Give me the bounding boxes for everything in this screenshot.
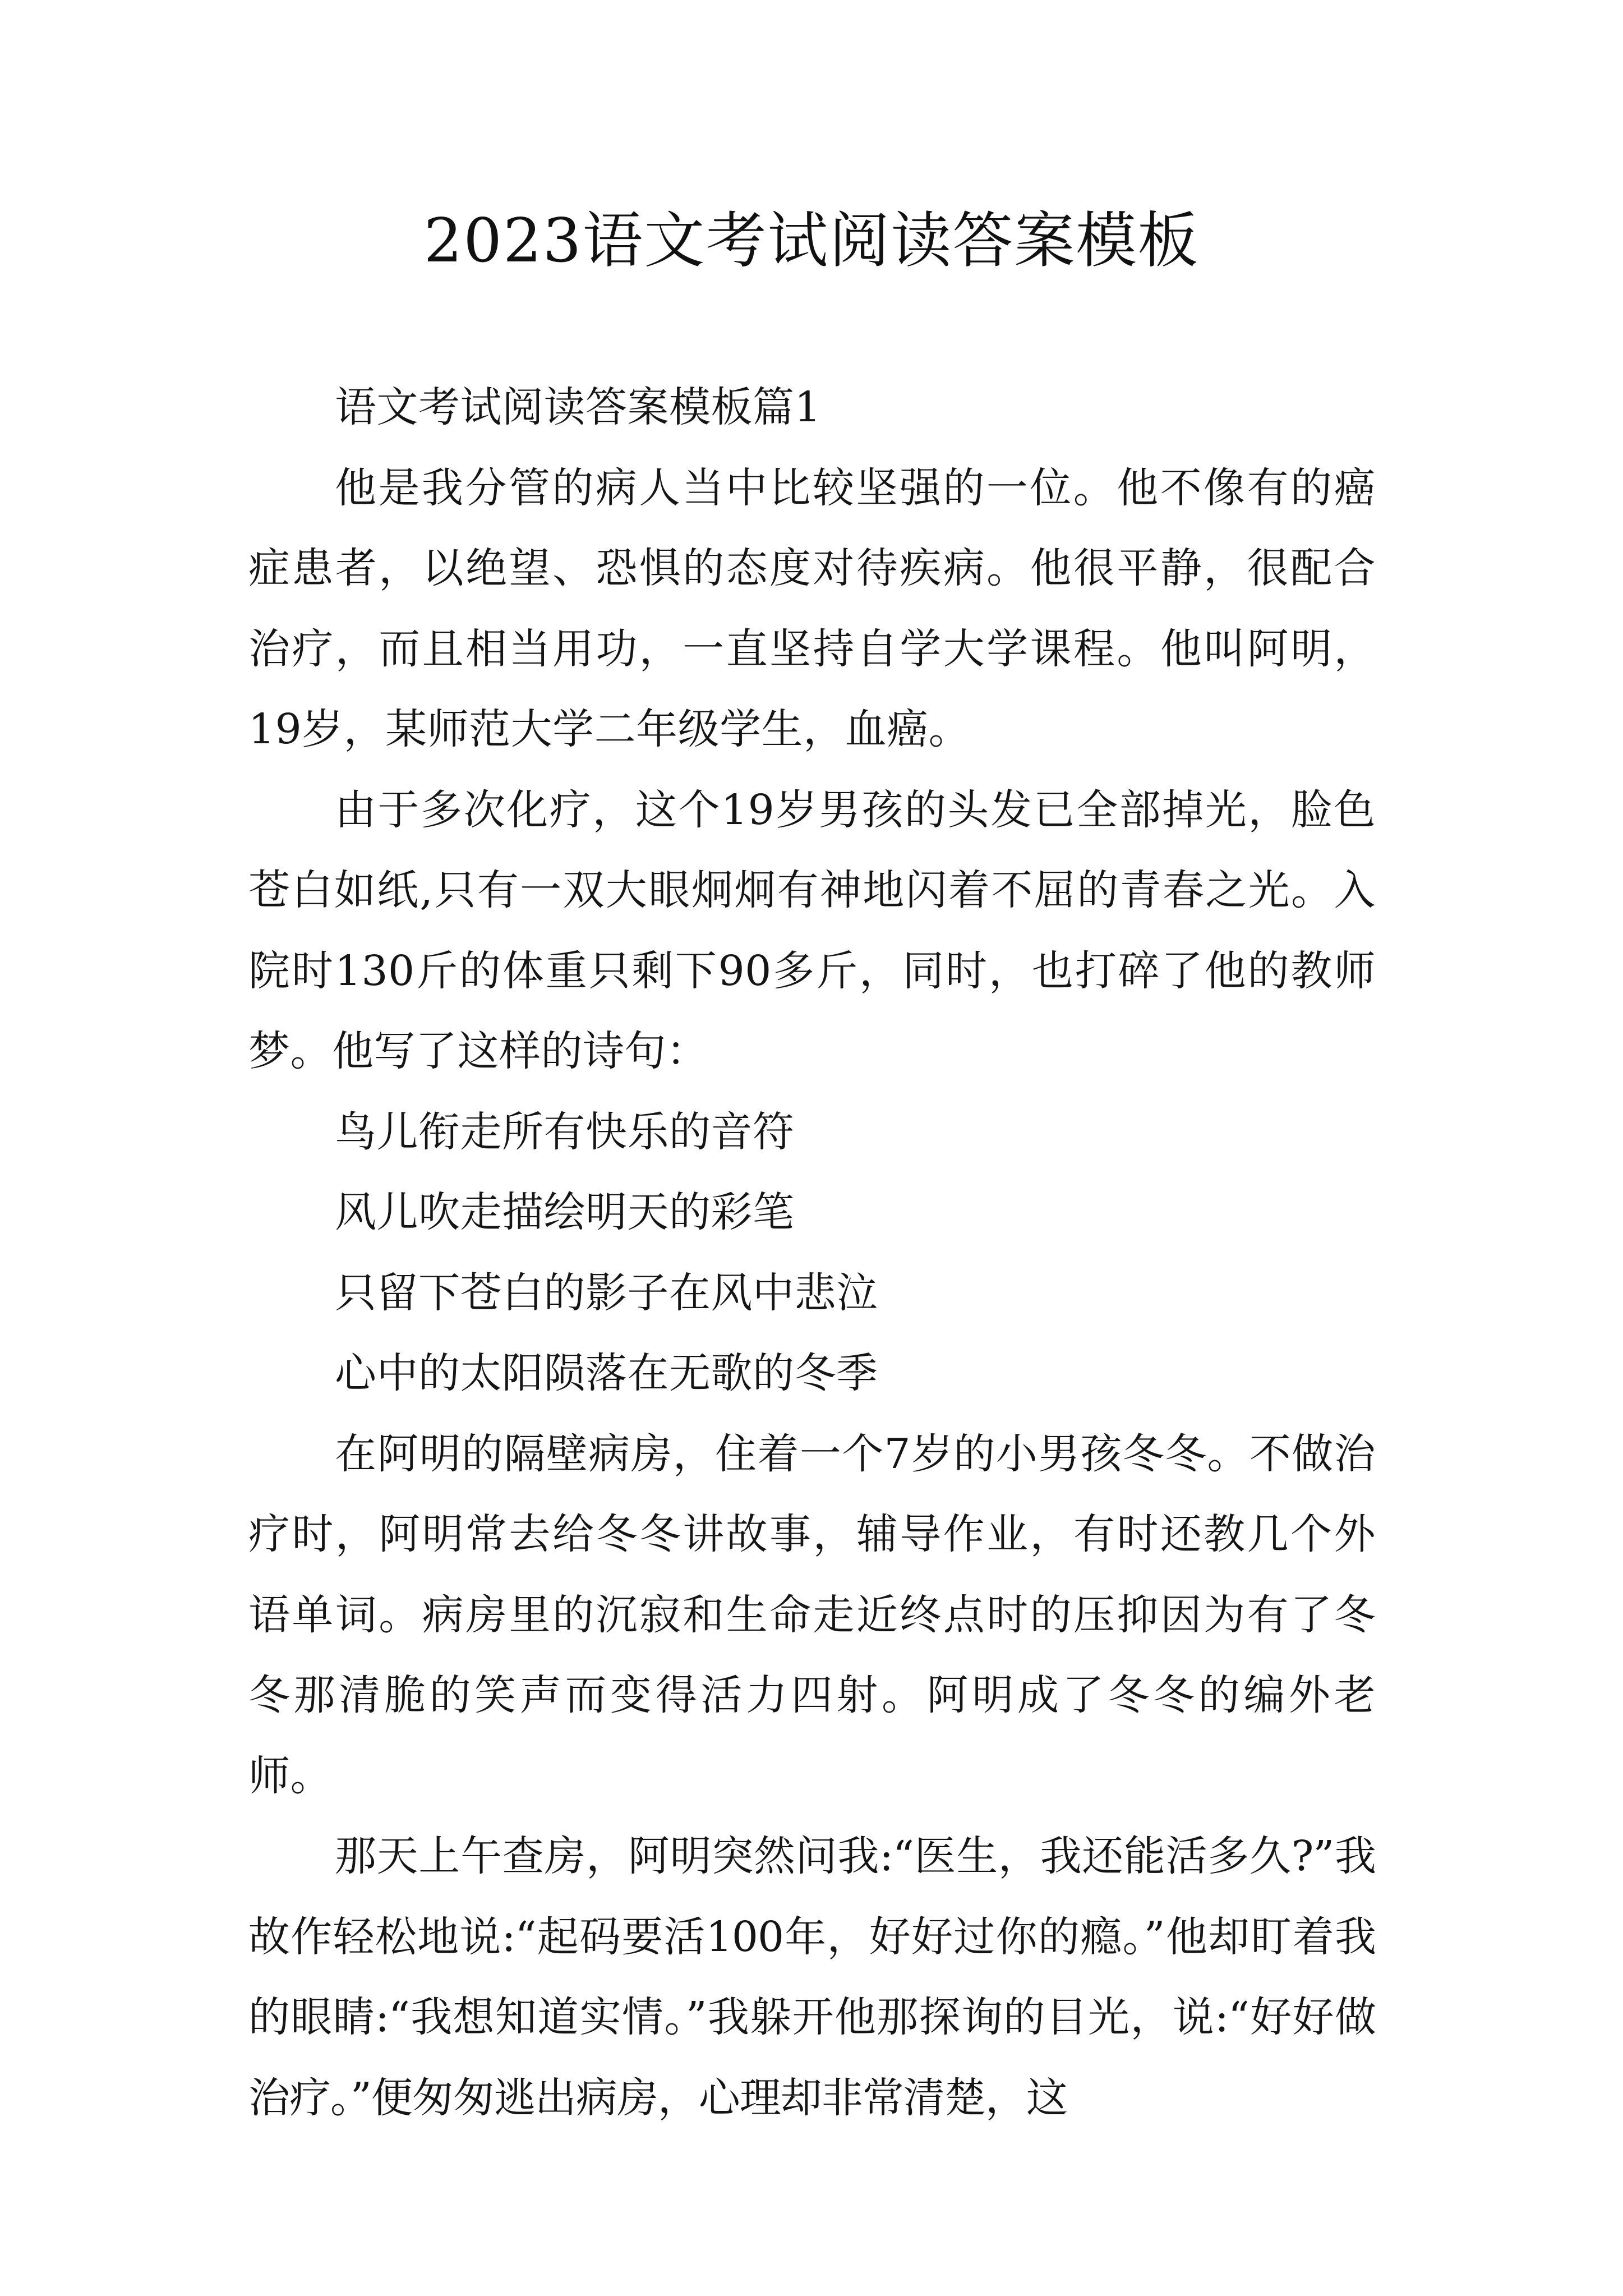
paragraph: 在阿明的隔壁病房，住着一个7岁的小男孩冬冬。不做治疗时，阿明常去给冬冬讲故事，辅导作业，有时还教几个外语单词。病房里的沉寂和生命走近终点时的压抑因为有了冬冬那清脆的笑声而变得活力四射。阿明成了冬冬的编外老师。 — [248, 1429, 1376, 1800]
poem-line: 风儿吹走描绘明天的彩笔 — [335, 1188, 795, 1236]
paragraph: 那天上午查房，阿明突然问我:“医生，我还能活多久?”我故作轻松地说:“起码要活100年，好好过你的瘾。”他却盯着我的眼睛:“我想知道实情。”我躲开他那探询的目光，说:“好好做治疗。”便匆匆逃出病房，心理却非常清楚，这 — [248, 1832, 1376, 2122]
poem-line: 鸟儿衔走所有快乐的音符 — [335, 1107, 795, 1156]
poem-line: 只留下苍白的影子在风中悲泣 — [335, 1268, 878, 1317]
paragraph: 他是我分管的病人当中比较坚强的一位。他不像有的癌症患者，以绝望、恐惧的态度对待疾病。他很平静，很配合治疗，而且相当用功，一直坚持自学大学课程。他叫阿明，19岁，某师范大学二年级学生，血癌。 — [248, 463, 1376, 753]
paragraph: 由于多次化疗，这个19岁男孩的头发已全部掉光，脸色苍白如纸,只有一双大眼炯炯有神地闪着不屈的青春之光。入院时130斤的体重只剩下90多斤，同时，也打碎了他的教师梦。他写了这样的诗句： — [248, 785, 1376, 1075]
section-heading: 语文考试阅读答案模板篇1 — [335, 383, 822, 431]
document-title: 2023语文考试阅读答案模板 — [423, 206, 1200, 276]
document-body — [248, 367, 1376, 2138]
poem-line: 心中的太阳陨落在无歌的冬季 — [335, 1349, 878, 1397]
